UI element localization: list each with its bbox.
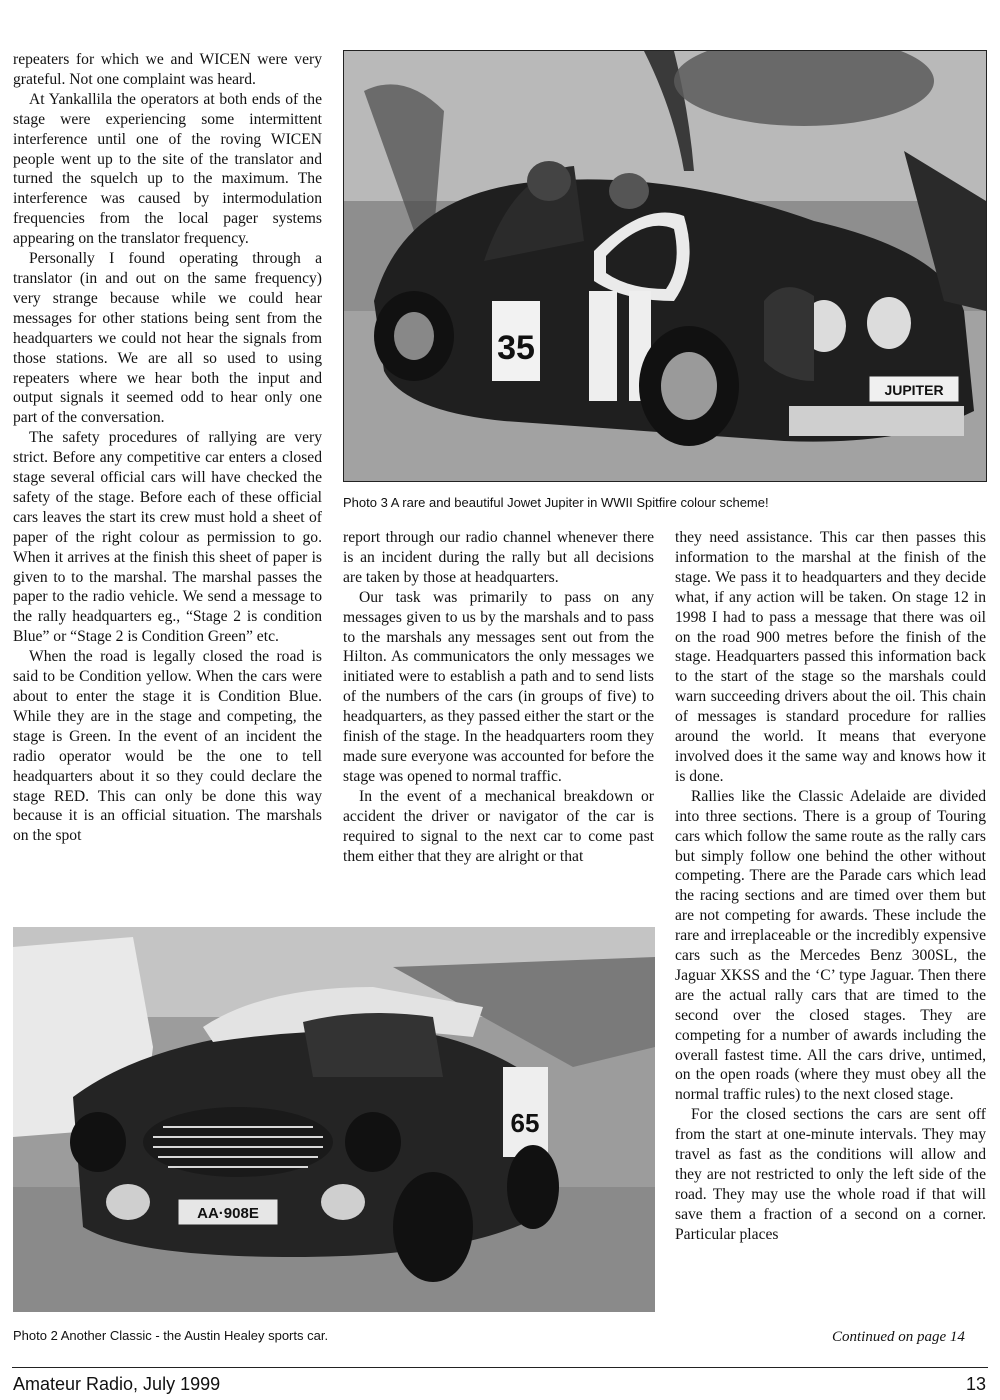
- photo-2-caption: Photo 2 Another Classic - the Austin Healey sports car.: [13, 1328, 329, 1343]
- paragraph: Our task was primarily to pass on any messages given to us by the marshals and to pass to the marshals any messages sent out from the Hilton. As communicators the only messages we initiated were to establish a path and to send lists of the numbers of the cars (in groups of five) to headquarters, as they passed either the start or the finish of the stage. In the headquarters room they made sure everyone was accounted for before the stage was opened to normal traffic.: [343, 588, 654, 785]
- column-1-text: [13, 50, 322, 846]
- page-number: 13: [965, 1374, 986, 1394]
- paragraph: they need assistance. This car then passes this information to the marshal at the finish of the stage. We pass it to headquarters and they decide what, if any action will be taken. On stage 12 in 1998 I had to pass a message that there was oil on the road 900 metres before the finish of the stage. Headquarters passed this information back to the start of the stage so the marshals could warn succeeding drivers about the oil. This chain of messages is standard procedure for rallies around the world. It means that everyone involved does it the same way and knows how it is done.: [675, 529, 986, 785]
- plate-aa908e: AA·908E: [197, 1205, 259, 1222]
- paragraph: repeaters for which we and WICEN were very grateful. Not one complaint was heard.: [13, 51, 322, 88]
- photo-2-austin-healey: [13, 927, 655, 1312]
- photo-3-jowett-jupiter: [343, 50, 987, 482]
- column-2-text: [343, 528, 654, 866]
- footer-rule: [12, 1367, 988, 1368]
- column-3-text: [675, 528, 986, 1245]
- car-number-65: 65: [510, 1108, 540, 1138]
- paragraph: When the road is legally closed the road is said to be Condition yellow. When the cars were about to enter the stage it is Condition Blue. While they are in the stage and competing, the stage is Green. In the event of an incident the radio operator would be the one to tell headquarters about it so they could declare the stage RED. This can only be done this way because it is an official situation. The marshals on the spot: [13, 648, 322, 845]
- paragraph: For the closed sections the cars are sent off from the start at one-minute intervals. They may travel as fast as the conditions will allow and they are not restricted to only the left side of the road. They may use the whole road if that will save them a fraction of a second on a corner. Particular places: [675, 1106, 986, 1243]
- plate-jupiter: JUPITER: [884, 382, 944, 398]
- car-number-35: 35: [497, 329, 535, 367]
- photo-2-image: [13, 927, 655, 1312]
- paragraph: Rallies like the Classic Adelaide are divided into three sections. There is a group of Touring cars which follow the same route as the rally cars but simply follow one behind the other without competing. There are the Parade cars which lead the racing sections and are timed over them but are not competing for awards. These include the rare and irreplaceable or the incredibly expensive cars such as the Mercedes Benz 300SL, the Jaguar XKSS and the ‘C’ type Jaguar. Then there are the actual rally cars that are timed to the second over the closed stages. They are competing for a number of awards including the overall fastest time. All the cars drive, untimed, on the open roads (where they must obey all the normal traffic rules) to the next closed stage.: [675, 787, 986, 1104]
- paragraph: In the event of a mechanical breakdown or accident the driver or navigator of the car is required to signal to the next car to come past them either that they are alright or that: [343, 787, 654, 865]
- continued-on-page: Continued on page 14: [832, 1329, 965, 1345]
- paragraph: Personally I found operating through a translator (in and out on the same frequency) very strange because while we could hear messages for other stations being sent from the headquarters we could not hear the signals from those stations. We are all so used to using repeaters where we hear both the input and output signals it seemed odd to hear only one part of the conversation.: [13, 250, 322, 427]
- paragraph: report through our radio channel whenever there is an incident during the rally but all decisions are taken by those at headquarters.: [343, 529, 654, 586]
- photo-3-image: [344, 51, 986, 481]
- paragraph: At Yankallila the operators at both ends of the stage were experiencing some intermittent interference until one of the roving WICEN people went up to the site of the translator and turned the squelch up to the maximum. The interference was caused by intermodulation frequencies from the local pager systems appearing on the translator frequency.: [13, 90, 322, 248]
- photo-3-caption: Photo 3 A rare and beautiful Jowet Jupiter in WWII Spitfire colour scheme!: [343, 495, 769, 510]
- footer-publication: Amateur Radio, July 1999: [13, 1374, 221, 1394]
- paragraph: The safety procedures of rallying are very strict. Before any competitive car enters a closed stage several official cars will have checked the safety of the stage. Before each of these official cars leaves the start its crew must hold a sheet of paper of the right colour as permission to go. When it arrives at the finish this sheet of paper is given to to the marshal. The marshal passes the paper to the radio vehicle. We send a message to the rally headquarters eg., “Stage 2 is condition Blue” or “Stage 2 is Condition Green” etc.: [13, 429, 322, 646]
